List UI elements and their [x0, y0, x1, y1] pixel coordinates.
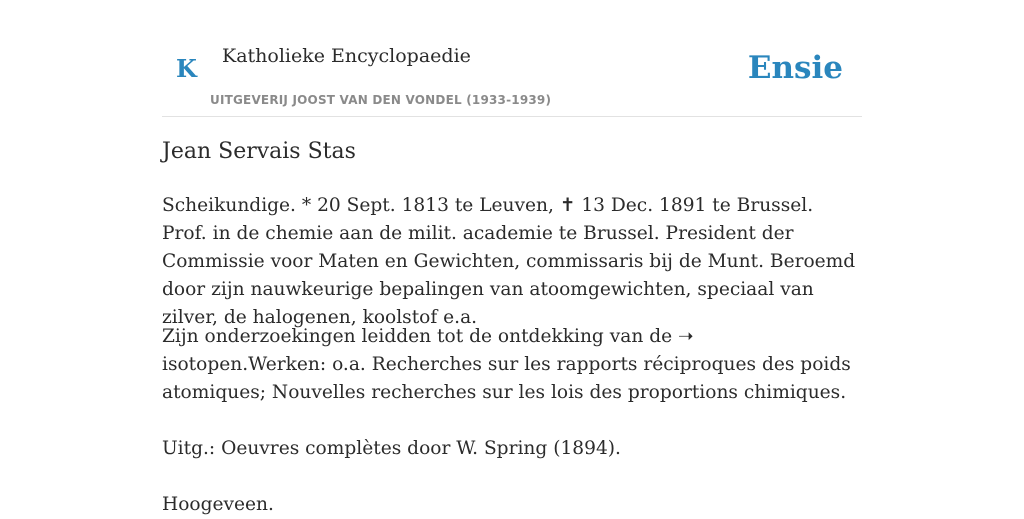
article-paragraph: Uitg.: Oeuvres complètes door W. Spring (1894). — [162, 438, 621, 459]
site-title-link[interactable]: Katholieke Encyclopaedie — [222, 45, 471, 67]
logo-k-icon[interactable]: K — [176, 54, 197, 83]
paragraph-text: Werken: o.a. Recherches sur les rapports réciproques des poids atomiques; Nouvelles recherches sur les lois des proportions chimiques. — [162, 354, 851, 403]
page — [162, 0, 862, 515]
paragraph-text: Zijn onderzoekingen leidden tot de ontdekking van de — [162, 326, 679, 347]
article-paragraph: Scheikundige. * 20 Sept. 1813 te Leuven, ✝ 13 Dec. 1891 te Brussel. Prof. in de chemie aan de milit. academie te Brussel. President der Commissie voor Maten en Gewichten, commissaris bij de Munt. Beroemd door zijn nauwkeurige bepalingen van atoomgewichten, speciaal van zilver, de halogenen, koolstof e.a. — [162, 195, 856, 328]
article-paragraph — [162, 323, 862, 407]
site-header — [162, 0, 862, 117]
article-title: Jean Servais Stas — [162, 139, 356, 164]
author-signature: Hoogeveen. — [162, 494, 274, 515]
publisher-subtitle: UITGEVERIJ JOOST VAN DEN VONDEL (1933-1939) — [210, 93, 552, 107]
isotopen-link[interactable]: ➝ isotopen. — [162, 326, 694, 375]
ensie-logo-link[interactable]: Ensie — [747, 50, 843, 86]
